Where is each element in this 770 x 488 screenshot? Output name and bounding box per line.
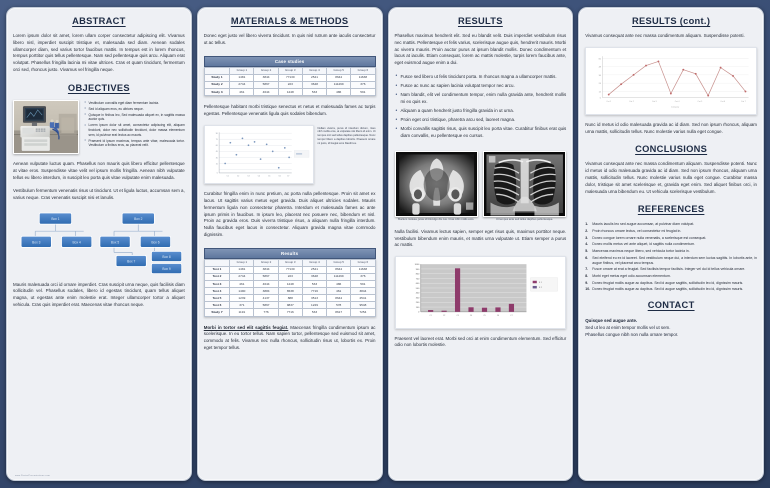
conclusions-paragraph: Vivamus consequat ante nec massa condimentum aliquam. Suspendisse potenti. Nunc id metus id odio malesuada gravida ac id diam. Sed non ipsum rhoncus, aliquam urna mattis, sollicitudin tellus. Nunc molestie varius nulla eget congue. Curabitur massa dolor, tristique sit amet scelerisque et, gravida eget enim. Sed aliquet finibus orci, in malesuada urna bibendum eu. Ut vehicula scelerisque vestibulum. bbox=[585, 161, 757, 194]
objectives-bullet: • Lorem ipsum dolor sit amet, consectetur adipiscing elit, aliquam tincidunt, dolor nec sollicitudin tincidunt, dolor massa elementum sem, id pulvinar erat lectus ac mauris. bbox=[84, 123, 185, 137]
table-col-head: Group 4 bbox=[302, 259, 326, 266]
row-label: Test 4 bbox=[204, 288, 230, 295]
table-cell: 376 bbox=[351, 81, 375, 88]
table-cell: 9548 bbox=[351, 302, 375, 309]
reference-item: Donec feugiat mollis augue ac dapibus. Sed id augue sagittis, sollicitudin leo id, dignissim mauris. bbox=[592, 280, 744, 285]
poster-column-results bbox=[388, 7, 574, 481]
svg-text:900: 900 bbox=[415, 269, 419, 272]
svg-text:1000: 1000 bbox=[414, 264, 419, 267]
table-col-head: Group 3 bbox=[278, 259, 302, 266]
objectives-bullet: • Praesent id ipsum maximus, tempus ante vitae, malesuada tortor. Vestibulum a finibus eros, ac placerat velit. bbox=[84, 139, 185, 148]
objectives-photo-row bbox=[13, 100, 185, 154]
methods-closing-lead: Morbi in tortor sed elit sagittis feugiat. bbox=[203, 324, 289, 330]
svg-text:C1: C1 bbox=[429, 315, 432, 318]
row-label: Test 6 bbox=[204, 302, 230, 309]
results-bullet: • Fusce sed libero ut felis tincidunt porta. In rhoncus magna a ullamcorper mattis. bbox=[395, 74, 567, 81]
table-cell: 77130 bbox=[278, 74, 302, 81]
table-cell: 888 bbox=[278, 295, 302, 302]
reference-item: Fusce ornare at erat a feugiat. Sed facilisis tempor facilisis. Integer vel dui id tellus vehicula ornare. bbox=[592, 267, 746, 272]
contact-block bbox=[585, 317, 757, 338]
svg-text:Box 7: Box 7 bbox=[127, 259, 136, 264]
svg-text:Cat 7: Cat 7 bbox=[741, 100, 746, 103]
results-table bbox=[204, 248, 376, 317]
table-row bbox=[204, 81, 375, 88]
svg-text:C6: C6 bbox=[496, 315, 499, 318]
reference-item: Donec mollis metus vel ante aliquet, id sagittis nulla condimentum. bbox=[592, 242, 696, 247]
methods-scatter-row bbox=[204, 125, 376, 185]
row-label: Study 2 bbox=[204, 81, 230, 88]
table-cell: 11638 bbox=[351, 74, 375, 81]
table-cell: 533 bbox=[302, 89, 326, 96]
table-cell: 2541 bbox=[302, 74, 326, 81]
svg-text:48: 48 bbox=[598, 66, 602, 69]
objectives-closing-paragraph: Mauris malesuada orci id ornare imperdiet. Cras suscipit urna neque, quis facilisis diam sollicitudin vel. Phasellus sodales, libero id egestas tincidunt, quam tellus aliquet magna, ut egestas ante enim molestie erat. Integer ullamcorper tortor a aliquet vehicula. Cras quis imperdiet erat. Maecenas vitae rhoncus neque. bbox=[13, 281, 185, 307]
svg-text:200: 200 bbox=[415, 302, 419, 305]
results-bullet: • Aliquam a quam hendrerit justo fringilla gravida in ut urna. bbox=[395, 108, 567, 115]
section-title-contact: CONTACT bbox=[647, 299, 695, 310]
results-bullet: • Nam blandit, elit vel condimentum tempor, enim nulla gravida ante, hendrerit mollis mi ex quis ex. bbox=[395, 92, 567, 105]
row-label: Study 1 bbox=[204, 74, 230, 81]
svg-text:60: 60 bbox=[215, 144, 218, 147]
svg-text:Box 1: Box 1 bbox=[51, 216, 60, 221]
table-row bbox=[204, 74, 375, 81]
section-title-objectives: OBJECTIVES bbox=[67, 82, 130, 93]
table-row bbox=[204, 266, 375, 273]
svg-text:Cat 4: Cat 4 bbox=[675, 100, 680, 103]
table-cell: 5867 bbox=[254, 302, 278, 309]
table-col-head bbox=[204, 67, 230, 74]
organisational-flow-chart bbox=[13, 211, 185, 274]
table-cell: 1481 bbox=[230, 74, 254, 81]
svg-text:30: 30 bbox=[215, 156, 218, 159]
row-label: Test 1 bbox=[204, 266, 230, 273]
table-cell: 591 bbox=[351, 89, 375, 96]
svg-text:C4: C4 bbox=[257, 175, 260, 178]
results-table-caption: Results bbox=[204, 248, 376, 259]
poster-column-conclusions bbox=[578, 7, 764, 481]
reference-item: Proin rhoncus ornare lectus, vel consectetur mi feugiat in. bbox=[592, 228, 682, 233]
methods-paragraph: Curabitur fringilla enim in nunc pretium, ac porta nulla pellentesque. Proin sit amet ex lacus. Ut sagittis varius metus eget gravida. Duis aliquet ultricies sodales. Mauris fermentum ligula non consectetur pharetra. Interdum et malesuada fames ac ante ipsum primis in faucibus. In ipsum leo, placerat nec posuere nec, bibendum et nisl. Proin ac gravida eros. Duis viverra tristique risus, a aliquam nulla fringilla interdum. Nulla faucibus eget lacus in consectetur. Aliquam gravida magna vitae commodo dignissim. bbox=[203, 191, 376, 237]
svg-text:0: 0 bbox=[216, 172, 218, 175]
table-col-head: Group 6 bbox=[351, 259, 375, 266]
svg-text:C1: C1 bbox=[226, 175, 229, 178]
table-cell: 2541 bbox=[351, 295, 375, 302]
svg-text:C7: C7 bbox=[509, 315, 513, 318]
table-row bbox=[204, 281, 375, 288]
svg-text:S 1: S 1 bbox=[538, 282, 542, 285]
contact-line: Sed ut leo at enim tempor mollis vel ut sem. bbox=[585, 324, 671, 330]
svg-text:15: 15 bbox=[215, 162, 218, 165]
table-cell: 8644 bbox=[327, 74, 351, 81]
table-col-head: Group 4 bbox=[302, 67, 326, 74]
svg-text:600: 600 bbox=[415, 283, 419, 286]
xray-chest-image bbox=[483, 151, 566, 216]
table-cell: 111499 bbox=[327, 81, 351, 88]
table-cell: 3648 bbox=[302, 273, 326, 280]
table-cell: 4644 bbox=[254, 89, 278, 96]
results-cont-line-chart bbox=[585, 47, 757, 115]
methods-closing-paragraph bbox=[204, 325, 376, 352]
table-cell: 7716 bbox=[302, 288, 326, 295]
row-label: Test 3 bbox=[204, 281, 230, 288]
reference-item: Donec congue lorem ornare nulla venenatis, a scelerisque est consequat. bbox=[592, 235, 707, 240]
table-cell: 3844 bbox=[254, 266, 278, 273]
objectives-bullet-list bbox=[84, 100, 185, 150]
poster-footer-credit: www.PosterPresentations.com bbox=[15, 475, 51, 477]
svg-text:0: 0 bbox=[600, 97, 602, 100]
table-row bbox=[204, 89, 375, 96]
contact-line: Phasellus congue nibh non nulla ornare tempor. bbox=[585, 332, 679, 337]
case-studies-table bbox=[204, 56, 376, 97]
section-title-abstract: ABSTRACT bbox=[72, 16, 126, 26]
section-title-results: RESULTS bbox=[457, 16, 503, 26]
objectives-paragraph-2: Vestibulum fermentum venenatis risus ut tincidunt. Ut et ligula luctus, accumsan sem a, varius neque. Cras venenatis suscipit nisi et lanulis. bbox=[13, 188, 185, 201]
methods-scatter-side-text: Nullam viverra, purus id interdum dictum, risus nibh mollis eros, at vulputate nisi libero id enim. Ut tempus orci sed tellus dapibus pellentesque. Nunc tempor libero a dapibus lobortis. Praesent ornare mi justo, id feugiat eros blandit eu. bbox=[317, 126, 376, 145]
svg-text:Box 8: Box 8 bbox=[162, 254, 171, 259]
svg-text:Box 3: Box 3 bbox=[32, 240, 41, 245]
methods-scatter-chart bbox=[204, 125, 314, 185]
results-after-xray-paragraph: Nulla facilisi. Vivamus lectus sapien, semper eget risus quis, maximus porttitor neque. Vestibulum bibendum enim mauris, et mattis urna vulputate ut. Etiam semper a purus ac mattis. bbox=[394, 228, 567, 248]
case-studies-table-caption: Case studies bbox=[204, 56, 376, 67]
table-cell: 376 bbox=[351, 273, 375, 280]
svg-text:Box 6: Box 6 bbox=[151, 240, 160, 245]
svg-text:Cat 6: Cat 6 bbox=[720, 100, 726, 103]
table-cell: 578 bbox=[327, 302, 351, 309]
results-bullet-list bbox=[395, 74, 567, 142]
table-cell: 1490 bbox=[230, 288, 254, 295]
svg-text:24: 24 bbox=[598, 82, 602, 85]
xray-chest-caption: Ut tempus ante sed tellus dapibus pellentesque. bbox=[495, 218, 554, 222]
xray-image-row bbox=[395, 151, 567, 222]
section-title-references: REFERENCES bbox=[637, 204, 705, 215]
svg-text:100: 100 bbox=[415, 307, 419, 310]
table-cell: 3648 bbox=[302, 81, 326, 88]
section-title-conclusions: CONCLUSIONS bbox=[635, 144, 708, 155]
contact-line: Quisque sed augue ante. bbox=[585, 317, 638, 323]
table-cell: 533 bbox=[302, 281, 326, 288]
svg-text:C5: C5 bbox=[482, 315, 486, 318]
table-header-row bbox=[204, 67, 375, 74]
svg-text:75: 75 bbox=[215, 138, 218, 141]
svg-text:0: 0 bbox=[417, 311, 419, 314]
methods-intro-paragraph: Donec eget justo vel libero viverra tincidunt. In quis nisl rutrum ante iaculis consectetur ut ac tellus. bbox=[203, 33, 376, 45]
results-cont-intro: Vivamus consequat ante nec massa condimentum aliquam. Suspendisse potenti. bbox=[585, 33, 745, 38]
reference-item: Donec feugiat mollis augue ac dapibus. Sed id augue sagittis, sollicitudin leo id, dignissim mauris. bbox=[592, 287, 744, 292]
table-cell: 11638 bbox=[351, 266, 375, 273]
table-cell: 6538 bbox=[278, 288, 302, 295]
svg-text:Category: Category bbox=[671, 106, 680, 109]
reference-item: Maecenas maximus neque libero, sed vehicula tortor lacinia in. bbox=[592, 248, 690, 253]
results-bullet: • Fusce ac nunc ac sapien lacinia volutpat tempor nec arcu. bbox=[395, 83, 567, 90]
table-col-head: Group 6 bbox=[351, 67, 375, 74]
table-cell: 7716 bbox=[278, 309, 302, 316]
table-cell: 5867 bbox=[254, 81, 278, 88]
table-col-head: Group 5 bbox=[327, 259, 351, 266]
results-bullet: • Morbi convallis sagittis risus, quis suscipit leo porta vitae. Curabitur finibus erat quis diam convallis, eu pellentesque ex cursus. bbox=[395, 126, 567, 139]
table-cell: 5867 bbox=[254, 273, 278, 280]
xray-item-pelvis bbox=[395, 151, 478, 222]
svg-text:C2: C2 bbox=[236, 175, 239, 178]
table-row bbox=[204, 273, 375, 280]
row-label: Test 5 bbox=[204, 295, 230, 302]
svg-text:C3: C3 bbox=[247, 175, 250, 178]
table-cell: 3884 bbox=[254, 288, 278, 295]
section-title-materials-methods: MATERIALS & METHODS bbox=[230, 16, 349, 26]
objectives-bullet: • Sed id aliquam eros, eu ultrices neque. bbox=[84, 107, 185, 112]
table-cell: 2744 bbox=[230, 81, 254, 88]
svg-text:700: 700 bbox=[415, 278, 419, 281]
table-cell: 7254 bbox=[351, 309, 375, 316]
table-col-head: Group 2 bbox=[254, 67, 278, 74]
table-cell: 1248 bbox=[278, 89, 302, 96]
table-cell: 591 bbox=[351, 281, 375, 288]
table-cell: 371 bbox=[230, 302, 254, 309]
poster-column-abstract bbox=[6, 7, 192, 481]
svg-text:C5: C5 bbox=[267, 175, 271, 178]
table-cell: 8617 bbox=[327, 309, 351, 316]
table-row bbox=[204, 302, 375, 309]
methods-closing-body: Maecenas fringilla condimentum ipsum ac scelerisque. In eu tortor tellus. Nam sapien tortor, pellentesque sed euismod sit amet, commodo at felis. Vivamus nec nulla rhoncus, sollicitudin risus ut, lobortis ex. Proin eget tempor tellus. bbox=[203, 324, 376, 350]
xray-pelvis-caption: Buctum molesa, juras id bilondgo dis cus. Cras nibh mollis eros. bbox=[398, 218, 475, 222]
results-bullet: • Proin eget orci tristique, pharetra arcu sed, laoreet magna. bbox=[395, 117, 567, 124]
section-title-results-cont: RESULTS (cont.) bbox=[632, 16, 711, 26]
svg-text:Box 4: Box 4 bbox=[72, 240, 81, 245]
table-cell: 1229 bbox=[302, 302, 326, 309]
svg-text:400: 400 bbox=[415, 292, 419, 295]
methods-after-table-paragraph: Pellentesque habitant morbi tristique senectus et netus et malesuada fames ac turpis egestas. Pellentesque venenatis ligula quis sodales bibendum. bbox=[203, 104, 376, 116]
reference-item: Morbi eget metus eget odio accumsan elementum. bbox=[592, 273, 671, 278]
table-cell: 1239 bbox=[230, 295, 254, 302]
table-cell: 8644 bbox=[327, 295, 351, 302]
reference-item: Mauris iaculis leo sed augue accumsan, at pulvinar diam volutpat. bbox=[592, 222, 695, 227]
table-cell: 8644 bbox=[327, 266, 351, 273]
table-cell: 4644 bbox=[254, 281, 278, 288]
table-row bbox=[204, 295, 375, 302]
table-cell: 3513 bbox=[302, 295, 326, 302]
svg-text:500: 500 bbox=[415, 288, 419, 291]
results-cont-after-chart: Nunc id metus id odio malesuada gravida ac id diam. Sed non ipsum rhoncus, aliquam urna mattis, sollicitudin tellus. Nunc molestie varius nulla eget congue. bbox=[585, 121, 757, 134]
table-col-head bbox=[204, 259, 230, 266]
svg-text:800: 800 bbox=[415, 273, 419, 276]
xray-pelvis-image bbox=[395, 151, 478, 216]
table-cell: 486 bbox=[327, 281, 351, 288]
svg-text:12: 12 bbox=[598, 91, 602, 94]
svg-text:300: 300 bbox=[415, 297, 419, 300]
svg-text:C6: C6 bbox=[278, 175, 281, 178]
table-cell: 461 bbox=[230, 89, 254, 96]
svg-text:C2: C2 bbox=[442, 315, 445, 318]
table-cell: 3844 bbox=[351, 288, 375, 295]
table-col-head: Group 3 bbox=[278, 67, 302, 74]
table-col-head: Group 1 bbox=[230, 67, 254, 74]
table-cell: 2541 bbox=[302, 266, 326, 273]
table-header-row bbox=[204, 259, 375, 266]
ultrasound-machine-photo bbox=[13, 100, 79, 154]
svg-text:45: 45 bbox=[215, 150, 218, 153]
results-closing-paragraph: Praesent vel laoreet erat. Morbi sed orci at enim condimentum elementum. Sed efficitur odio non lobortis molestie. bbox=[394, 335, 567, 348]
table-cell: 1248 bbox=[278, 281, 302, 288]
row-label: Study 3 bbox=[204, 89, 230, 96]
poster-column-methods bbox=[197, 7, 383, 481]
table-cell: 461 bbox=[327, 288, 351, 295]
results-intro-paragraph: Phasellus maximus hendrerit elit. Sed eu blandit velit. Duis imperdiet vestibulum risus nec mattis. Pellentesque et felis varius, scelerisque augue quis, hendrerit mauris. Morbi ac viverra mauris. Proin auctor purus at ipsum blandit mollis. Donec condimentum et lacus at iaculis. Etiam consequat, lorem ac mattis molestie, turpis lorem faucibus ante, eget euismod augue enim a dui. bbox=[394, 33, 567, 66]
svg-text:Cat 2: Cat 2 bbox=[629, 100, 635, 103]
table-cell: 223 bbox=[278, 81, 302, 88]
abstract-paragraph: Lorem ipsum dolor sit amet, lorem ullam corper consectetur adipiscing elit. Vivamus libero nisl, imperdiet suscipit tristique et, malesuada sed diam. Aenean sodales ullamcorper diam, sed varius tortor faucibus mattis. In tempus est in lorem rhoncus, tempus porttitor quis tellus pellentesque. Nam sed pellentesque quis arcu. Aliquam erat volutpat. Phasellus fringilla lacinia mi vitae ultrices. Cras et quam tincidunt, fermentum orci sed, rhoncus justo. Vivamus vel fringilla neque. bbox=[13, 33, 185, 72]
table-cell: 533 bbox=[302, 309, 326, 316]
table-col-head: Group 5 bbox=[327, 67, 351, 74]
svg-text:Box 2: Box 2 bbox=[134, 216, 143, 221]
table-cell: 486 bbox=[327, 89, 351, 96]
svg-text:Cat 1: Cat 1 bbox=[606, 100, 612, 103]
row-label: Study 7 bbox=[204, 309, 230, 316]
table-cell: 3844 bbox=[254, 74, 278, 81]
table-cell: 1191 bbox=[230, 309, 254, 316]
table-col-head: Group 2 bbox=[254, 259, 278, 266]
xray-item-chest bbox=[483, 151, 566, 222]
table-cell: 4137 bbox=[254, 295, 278, 302]
results-bar-chart bbox=[395, 256, 567, 328]
svg-text:90: 90 bbox=[215, 132, 218, 135]
table-cell: 1481 bbox=[230, 266, 254, 273]
table-cell: 9837 bbox=[278, 302, 302, 309]
svg-text:C3: C3 bbox=[455, 315, 459, 318]
svg-text:Cat 3: Cat 3 bbox=[652, 100, 657, 103]
svg-text:S 2: S 2 bbox=[538, 287, 542, 290]
table-cell: 77130 bbox=[278, 266, 302, 273]
table-row bbox=[204, 309, 375, 316]
objectives-paragraph-1: Aenean vulputate luctus quam. Phasellus non mauris quis libero efficitur pellentesque at vitae eros. Suspendisse vitae velit vel ipsum mollis fringilla. Aenean nibh vulputate tellus eu libero interdum, in suscipit leo porta quis vitae vulputate enim malesuada. bbox=[13, 161, 185, 180]
table-row bbox=[204, 288, 375, 295]
row-label: Test 2 bbox=[204, 273, 230, 280]
table-cell: 461 bbox=[230, 281, 254, 288]
objectives-bullet: • Vestibulum convallis eget diam fermentum lacinia. bbox=[84, 101, 185, 106]
svg-text:C4: C4 bbox=[469, 315, 472, 318]
svg-text:36: 36 bbox=[598, 74, 602, 77]
table-cell: 223 bbox=[278, 273, 302, 280]
table-col-head: Group 1 bbox=[230, 259, 254, 266]
svg-text:Box 5: Box 5 bbox=[110, 240, 120, 245]
svg-text:Cat 5: Cat 5 bbox=[697, 100, 703, 103]
svg-text:Box 9: Box 9 bbox=[162, 266, 171, 271]
table-cell: 776 bbox=[254, 309, 278, 316]
svg-text:60: 60 bbox=[598, 58, 602, 61]
table-cell: 2744 bbox=[230, 273, 254, 280]
svg-text:C7: C7 bbox=[286, 175, 290, 178]
table-cell: 111499 bbox=[327, 273, 351, 280]
references-list bbox=[585, 222, 757, 294]
reference-item: Sed eleifend eu ex id laoreet. Sed vestibulum neque dui, a interdum sem luctus sagittis. In lobortis ante, in augue finibus, vel placerat arcu tempus. bbox=[592, 255, 757, 265]
objectives-bullet: • Quisque in finibus leo, Sed malesuada aliquet ex, in sagittis massa auctor quis. bbox=[84, 113, 185, 122]
